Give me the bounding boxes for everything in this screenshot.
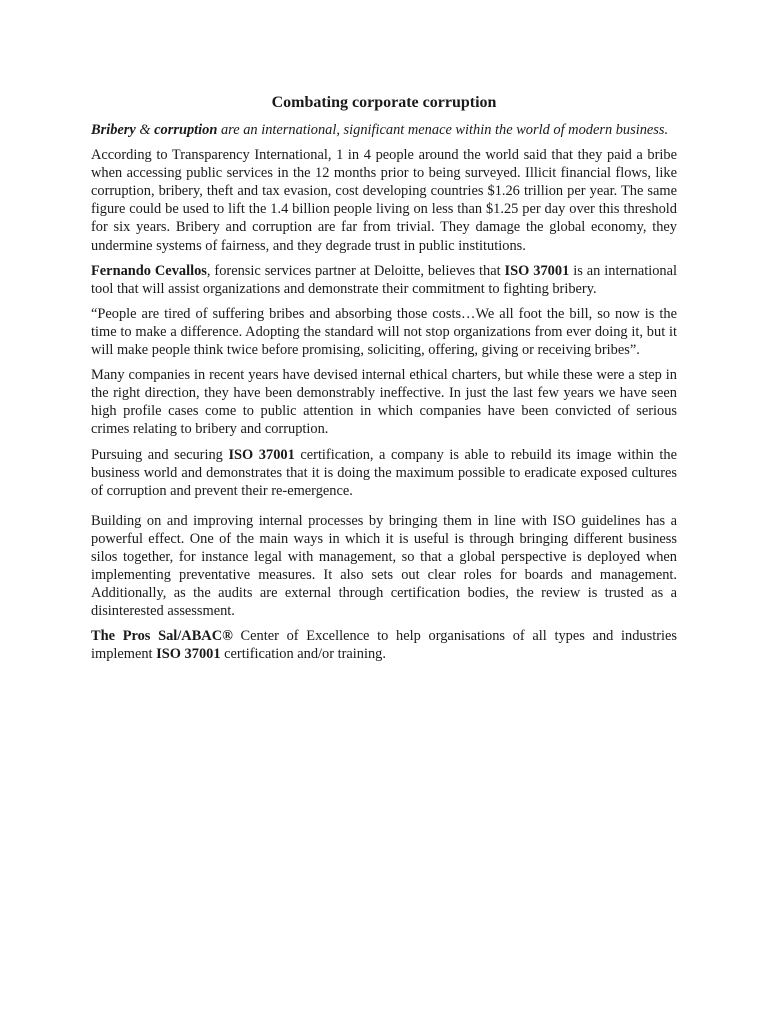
paragraph-certification: Pursuing and securing ISO 37001 certification, a company is able to rebuild its image within the business world and demonstrates that it is doing the maximum possible to eradicate exposed cultures of corruption and prevent their re-emergence. bbox=[91, 446, 678, 499]
paragraph-transparency-statistics: According to Transparency International, 1 in 4 people around the world said that they paid a bribe when accessing public services in the 12 months prior to being surveyed. Illicit financial flows, like corruption, bribery, theft and tax evasion, cost developing countries $1.26 trillion per year. The same figure could be used to lift the 1.4 billion people living on less than $1.25 per day over this threshold for six years. Bribery and corruption are far from trivial. They damage the global economy, they undermine systems of fairness, and they degrade trust in public institutions. bbox=[91, 147, 677, 254]
document-title: Combating corporate corruption bbox=[271, 94, 497, 111]
intro-bold-corruption: corruption bbox=[154, 122, 218, 138]
intro-rest: are an international, significant menace within the world of modern business. bbox=[217, 122, 669, 138]
brand-name: The Pros Sal/ABAC® bbox=[91, 628, 233, 645]
iso-standard-name: ISO 37001 bbox=[228, 446, 295, 463]
paragraph-quote: “People are tired of suffering bribes and absorbing those costs…We all foot the bill, so now is the time to make a difference. Adopting the standard will not stop organizations from ever doing it, but it will make people think twice before promising, soliciting, offering, giving or receiving bribes”. bbox=[91, 305, 677, 359]
iso-standard-name: ISO 37001 bbox=[504, 262, 570, 279]
intro-bold-bribery: Bribery bbox=[91, 122, 136, 138]
document-page bbox=[91, 92, 677, 671]
iso-standard-name: ISO 37001 bbox=[156, 646, 221, 663]
person-name: Fernando Cevallos bbox=[91, 262, 207, 279]
paragraph-internal-processes: Building on and improving internal processes by bringing them in line with ISO guidelines has a powerful effect. One of the main ways in which it is useful is through bringing different business silos together, for instance legal with management, so that a global perspective is deployed when implementing preventative measures. It also sets out clear roles for boards and management. Additionally, as the audits are external through certification bodies, the review is trusted as a disinterested assessment. bbox=[91, 512, 677, 620]
paragraph-ethical-charters: Many companies in recent years have devised internal ethical charters, but while these were a step in the right direction, they have been demonstrably ineffective. In just the last few years we have seen high profile cases come to public attention in which companies have been convicted of serious crimes relating to bribery and corruption. bbox=[91, 367, 677, 438]
paragraph-pros-sal: The Pros Sal/ABAC® Center of Excellence to help organisations of all types and industries implement ISO 37001 certification and/or training. bbox=[91, 628, 678, 663]
intro-paragraph bbox=[91, 121, 677, 139]
intro-ampersand: & bbox=[135, 122, 155, 138]
paragraph-cevallos: Fernando Cevallos, forensic services partner at Deloitte, believes that ISO 37001 is an international tool that will assist organizations and demonstrate their commitment to fighting bribery. bbox=[91, 262, 678, 297]
